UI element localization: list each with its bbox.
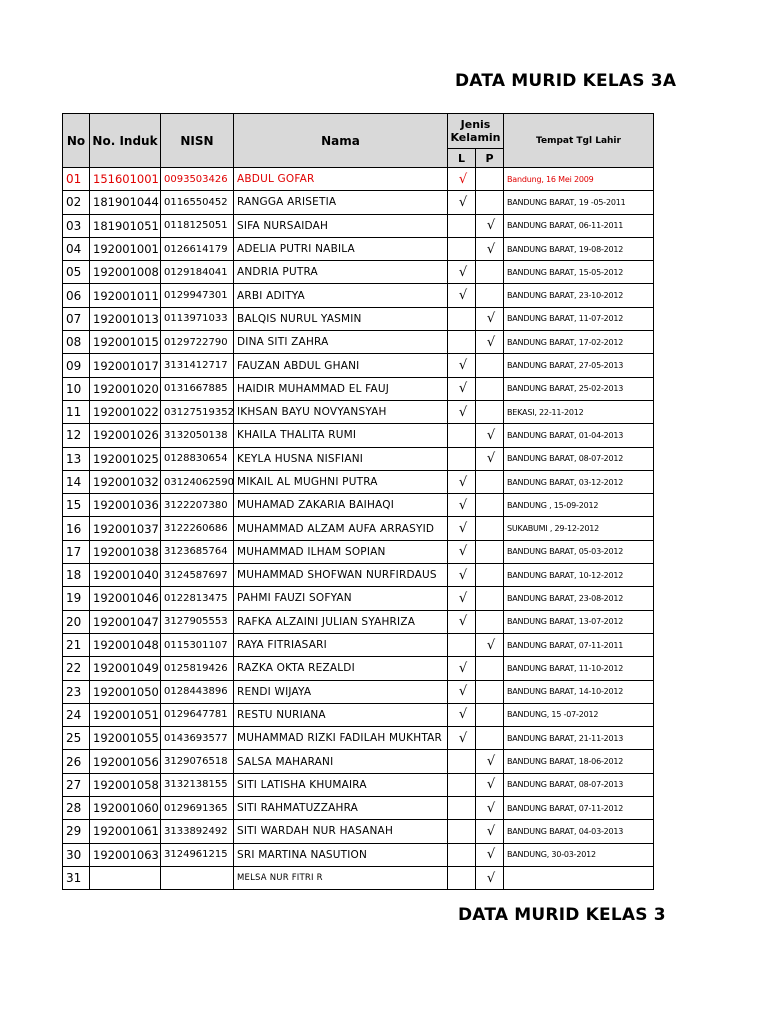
header-jenis-kelamin: Jenis Kelamin xyxy=(448,114,504,149)
cell-no-induk: 192001050 xyxy=(90,680,161,703)
table-row xyxy=(63,400,654,423)
cell-no-induk: 192001060 xyxy=(90,797,161,820)
header-nisn: NISN xyxy=(161,114,234,168)
cell-nama: MIKAIL AL MUGHNI PUTRA xyxy=(234,470,448,493)
cell-nisn xyxy=(161,866,234,889)
cell-nisn: 0115301107 xyxy=(161,633,234,656)
table-row xyxy=(63,633,654,656)
cell-tempat-tgl-lahir: BANDUNG BARAT, 19 -05-2011 xyxy=(504,191,654,214)
cell-no: 08 xyxy=(63,331,90,354)
cell-nama: RAFKA ALZAINI JULIAN SYAHRIZA xyxy=(234,610,448,633)
cell-nama: MUHAMMAD RIZKI FADILAH MUKHTAR xyxy=(234,727,448,750)
cell-jk-l: √ xyxy=(448,191,476,214)
cell-no: 02 xyxy=(63,191,90,214)
cell-nisn: 3124587697 xyxy=(161,564,234,587)
cell-jk-l: √ xyxy=(448,168,476,191)
cell-no-induk: 192001046 xyxy=(90,587,161,610)
cell-nisn: 0116550452 xyxy=(161,191,234,214)
cell-jk-p xyxy=(476,191,504,214)
cell-jk-p xyxy=(476,540,504,563)
cell-tempat-tgl-lahir: BANDUNG BARAT, 23-08-2012 xyxy=(504,587,654,610)
cell-nisn: 0118125051 xyxy=(161,214,234,237)
cell-no-induk: 192001040 xyxy=(90,564,161,587)
header-tempat-tgl-lahir: Tempat Tgl Lahir xyxy=(504,114,654,168)
cell-jk-p xyxy=(476,168,504,191)
cell-no: 15 xyxy=(63,494,90,517)
cell-jk-l: √ xyxy=(448,657,476,680)
cell-no-induk: 192001026 xyxy=(90,424,161,447)
cell-no: 26 xyxy=(63,750,90,773)
cell-jk-l: √ xyxy=(448,540,476,563)
table-row xyxy=(63,866,654,889)
cell-nama: IKHSAN BAYU NOVYANSYAH xyxy=(234,400,448,423)
cell-tempat-tgl-lahir: BANDUNG BARAT, 19-08-2012 xyxy=(504,237,654,260)
cell-nisn: 3132050138 xyxy=(161,424,234,447)
cell-nisn: 3122207380 xyxy=(161,494,234,517)
cell-jk-l xyxy=(448,424,476,447)
cell-jk-p xyxy=(476,587,504,610)
table-row xyxy=(63,354,654,377)
cell-nisn: 0113971033 xyxy=(161,307,234,330)
cell-no-induk: 192001063 xyxy=(90,843,161,866)
cell-no: 16 xyxy=(63,517,90,540)
table-row xyxy=(63,703,654,726)
cell-tempat-tgl-lahir: BANDUNG BARAT, 10-12-2012 xyxy=(504,564,654,587)
cell-no: 27 xyxy=(63,773,90,796)
cell-jk-l: √ xyxy=(448,400,476,423)
cell-jk-l: √ xyxy=(448,703,476,726)
cell-nisn: 0128443896 xyxy=(161,680,234,703)
cell-nama: ANDRIA PUTRA xyxy=(234,261,448,284)
cell-tempat-tgl-lahir: BANDUNG BARAT, 14-10-2012 xyxy=(504,680,654,703)
cell-no-induk: 192001038 xyxy=(90,540,161,563)
cell-no: 12 xyxy=(63,424,90,447)
cell-jk-p: √ xyxy=(476,843,504,866)
cell-nisn: 0093503426 xyxy=(161,168,234,191)
cell-no: 03 xyxy=(63,214,90,237)
cell-tempat-tgl-lahir xyxy=(504,866,654,889)
cell-no-induk: 181901044 xyxy=(90,191,161,214)
table-row xyxy=(63,680,654,703)
cell-nama: MUHAMMAD ALZAM AUFA ARRASYID xyxy=(234,517,448,540)
cell-jk-p xyxy=(476,261,504,284)
cell-nama: KEYLA HUSNA NISFIANI xyxy=(234,447,448,470)
cell-nisn: 3123685764 xyxy=(161,540,234,563)
cell-tempat-tgl-lahir: BANDUNG BARAT, 18-06-2012 xyxy=(504,750,654,773)
cell-no-induk: 192001025 xyxy=(90,447,161,470)
cell-no: 01 xyxy=(63,168,90,191)
cell-jk-p xyxy=(476,400,504,423)
cell-jk-p: √ xyxy=(476,214,504,237)
cell-tempat-tgl-lahir: SUKABUMI , 29-12-2012 xyxy=(504,517,654,540)
header-p: P xyxy=(476,149,504,168)
cell-tempat-tgl-lahir: BEKASI, 22-11-2012 xyxy=(504,400,654,423)
cell-no-induk: 192001022 xyxy=(90,400,161,423)
cell-jk-l: √ xyxy=(448,354,476,377)
cell-jk-p: √ xyxy=(476,750,504,773)
cell-tempat-tgl-lahir: BANDUNG , 15-09-2012 xyxy=(504,494,654,517)
table-row xyxy=(63,843,654,866)
table-row xyxy=(63,727,654,750)
cell-jk-p xyxy=(476,470,504,493)
cell-jk-l xyxy=(448,307,476,330)
cell-no: 09 xyxy=(63,354,90,377)
header-no-induk: No. Induk xyxy=(90,114,161,168)
cell-nisn: 3122260686 xyxy=(161,517,234,540)
cell-nama: SITI LATISHA KHUMAIRA xyxy=(234,773,448,796)
table-row xyxy=(63,331,654,354)
cell-tempat-tgl-lahir: BANDUNG BARAT, 23-10-2012 xyxy=(504,284,654,307)
cell-jk-l xyxy=(448,633,476,656)
cell-nisn: 3129076518 xyxy=(161,750,234,773)
cell-nisn: 3132138155 xyxy=(161,773,234,796)
cell-no: 18 xyxy=(63,564,90,587)
cell-jk-l: √ xyxy=(448,610,476,633)
cell-no-induk xyxy=(90,866,161,889)
cell-nisn: 3133892492 xyxy=(161,820,234,843)
cell-no-induk: 192001058 xyxy=(90,773,161,796)
cell-no-induk: 192001051 xyxy=(90,703,161,726)
header-nama: Nama xyxy=(234,114,448,168)
cell-jk-l: √ xyxy=(448,494,476,517)
cell-tempat-tgl-lahir: BANDUNG BARAT, 13-07-2012 xyxy=(504,610,654,633)
cell-no: 30 xyxy=(63,843,90,866)
cell-nisn: 0129647781 xyxy=(161,703,234,726)
cell-nisn: 0129722790 xyxy=(161,331,234,354)
cell-jk-p: √ xyxy=(476,633,504,656)
cell-no: 29 xyxy=(63,820,90,843)
table-row xyxy=(63,820,654,843)
cell-nama: PAHMI FAUZI SOFYAN xyxy=(234,587,448,610)
cell-jk-p: √ xyxy=(476,773,504,796)
cell-jk-l xyxy=(448,447,476,470)
cell-no: 21 xyxy=(63,633,90,656)
cell-no: 04 xyxy=(63,237,90,260)
cell-nisn: 3131412717 xyxy=(161,354,234,377)
cell-jk-l: √ xyxy=(448,261,476,284)
cell-no-induk: 192001008 xyxy=(90,261,161,284)
student-table xyxy=(62,113,654,890)
cell-no-induk: 151601001 xyxy=(90,168,161,191)
cell-nama: SIFA NURSAIDAH xyxy=(234,214,448,237)
cell-nama: ADELIA PUTRI NABILA xyxy=(234,237,448,260)
cell-jk-l xyxy=(448,797,476,820)
table-row xyxy=(63,587,654,610)
cell-jk-l: √ xyxy=(448,284,476,307)
cell-jk-p xyxy=(476,564,504,587)
cell-nisn: 0122813475 xyxy=(161,587,234,610)
cell-jk-p xyxy=(476,284,504,307)
cell-tempat-tgl-lahir: BANDUNG BARAT, 08-07-2013 xyxy=(504,773,654,796)
cell-jk-p xyxy=(476,517,504,540)
table-row xyxy=(63,377,654,400)
cell-jk-l: √ xyxy=(448,470,476,493)
table-row xyxy=(63,610,654,633)
cell-jk-p xyxy=(476,354,504,377)
cell-nama: SITI WARDAH NUR HASANAH xyxy=(234,820,448,843)
cell-nama: DINA SITI ZAHRA xyxy=(234,331,448,354)
cell-jk-p: √ xyxy=(476,237,504,260)
cell-nisn: 3127905553 xyxy=(161,610,234,633)
cell-no: 10 xyxy=(63,377,90,400)
cell-nama: RENDI WIJAYA xyxy=(234,680,448,703)
cell-nisn: 0125819426 xyxy=(161,657,234,680)
cell-jk-p xyxy=(476,703,504,726)
cell-jk-l: √ xyxy=(448,587,476,610)
cell-no-induk: 192001015 xyxy=(90,331,161,354)
cell-jk-l xyxy=(448,820,476,843)
cell-jk-p xyxy=(476,377,504,400)
cell-jk-l: √ xyxy=(448,517,476,540)
cell-no: 28 xyxy=(63,797,90,820)
cell-nama: SITI RAHMATUZZAHRA xyxy=(234,797,448,820)
cell-nisn: 0129184041 xyxy=(161,261,234,284)
cell-tempat-tgl-lahir: BANDUNG BARAT, 25-02-2013 xyxy=(504,377,654,400)
cell-tempat-tgl-lahir: BANDUNG BARAT, 07-11-2012 xyxy=(504,797,654,820)
cell-tempat-tgl-lahir: Bandung, 16 Mei 2009 xyxy=(504,168,654,191)
cell-no-induk: 192001047 xyxy=(90,610,161,633)
cell-jk-l: √ xyxy=(448,564,476,587)
cell-no: 25 xyxy=(63,727,90,750)
cell-no: 14 xyxy=(63,470,90,493)
cell-jk-p xyxy=(476,610,504,633)
cell-nisn: 0126614179 xyxy=(161,237,234,260)
cell-nisn: 0128830654 xyxy=(161,447,234,470)
cell-tempat-tgl-lahir: BANDUNG, 15 -07-2012 xyxy=(504,703,654,726)
cell-tempat-tgl-lahir: BANDUNG BARAT, 07-11-2011 xyxy=(504,633,654,656)
cell-no: 17 xyxy=(63,540,90,563)
cell-no-induk: 192001020 xyxy=(90,377,161,400)
table-row xyxy=(63,797,654,820)
table-row xyxy=(63,750,654,773)
cell-jk-l xyxy=(448,331,476,354)
cell-no-induk: 192001055 xyxy=(90,727,161,750)
header-no: No xyxy=(63,114,90,168)
cell-nisn: 3124961215 xyxy=(161,843,234,866)
cell-no-induk: 192001036 xyxy=(90,494,161,517)
cell-nama: RANGGA ARISETIA xyxy=(234,191,448,214)
cell-no-induk: 192001013 xyxy=(90,307,161,330)
table-row xyxy=(63,470,654,493)
table-row xyxy=(63,540,654,563)
cell-jk-p: √ xyxy=(476,331,504,354)
table-row xyxy=(63,168,654,191)
cell-jk-p: √ xyxy=(476,866,504,889)
cell-nisn: 03127519352 xyxy=(161,400,234,423)
cell-tempat-tgl-lahir: BANDUNG BARAT, 21-11-2013 xyxy=(504,727,654,750)
cell-no: 13 xyxy=(63,447,90,470)
cell-jk-l: √ xyxy=(448,377,476,400)
table-row xyxy=(63,494,654,517)
table-row xyxy=(63,424,654,447)
cell-no-induk: 192001049 xyxy=(90,657,161,680)
cell-no-induk: 192001048 xyxy=(90,633,161,656)
cell-nama: RAZKA OKTA REZALDI xyxy=(234,657,448,680)
cell-no-induk: 192001061 xyxy=(90,820,161,843)
cell-tempat-tgl-lahir: BANDUNG BARAT, 01-04-2013 xyxy=(504,424,654,447)
cell-no-induk: 192001056 xyxy=(90,750,161,773)
cell-no: 05 xyxy=(63,261,90,284)
cell-jk-p: √ xyxy=(476,797,504,820)
cell-jk-p: √ xyxy=(476,424,504,447)
cell-jk-l: √ xyxy=(448,727,476,750)
table-row xyxy=(63,191,654,214)
cell-nama: FAUZAN ABDUL GHANI xyxy=(234,354,448,377)
cell-no: 20 xyxy=(63,610,90,633)
table-row xyxy=(63,237,654,260)
table-row xyxy=(63,657,654,680)
cell-nisn: 0129691365 xyxy=(161,797,234,820)
cell-jk-p xyxy=(476,680,504,703)
cell-nama: BALQIS NURUL YASMIN xyxy=(234,307,448,330)
cell-no-induk: 192001017 xyxy=(90,354,161,377)
table-row xyxy=(63,307,654,330)
cell-no-induk: 181901051 xyxy=(90,214,161,237)
cell-jk-p xyxy=(476,494,504,517)
cell-jk-l xyxy=(448,843,476,866)
cell-nama: KHAILA THALITA RUMI xyxy=(234,424,448,447)
cell-nama: MUHAMAD ZAKARIA BAIHAQI xyxy=(234,494,448,517)
section-title: DATA MURID KELAS 3 xyxy=(458,905,666,925)
cell-no-induk: 192001011 xyxy=(90,284,161,307)
cell-jk-l xyxy=(448,214,476,237)
cell-nama: SRI MARTINA NASUTION xyxy=(234,843,448,866)
cell-nama: RAYA FITRIASARI xyxy=(234,633,448,656)
cell-no: 07 xyxy=(63,307,90,330)
table-row xyxy=(63,517,654,540)
cell-jk-l xyxy=(448,237,476,260)
student-rows xyxy=(63,168,654,890)
cell-nama: RESTU NURIANA xyxy=(234,703,448,726)
cell-no: 23 xyxy=(63,680,90,703)
cell-no: 31 xyxy=(63,866,90,889)
cell-nisn: 03124062590 xyxy=(161,470,234,493)
cell-no: 19 xyxy=(63,587,90,610)
table-row xyxy=(63,564,654,587)
cell-no-induk: 192001037 xyxy=(90,517,161,540)
table-row xyxy=(63,447,654,470)
cell-tempat-tgl-lahir: BANDUNG, 30-03-2012 xyxy=(504,843,654,866)
cell-no-induk: 192001032 xyxy=(90,470,161,493)
cell-nama: SALSA MAHARANI xyxy=(234,750,448,773)
cell-no: 22 xyxy=(63,657,90,680)
cell-jk-l xyxy=(448,866,476,889)
cell-tempat-tgl-lahir: BANDUNG BARAT, 27-05-2013 xyxy=(504,354,654,377)
cell-jk-p xyxy=(476,727,504,750)
cell-nama: ARBI ADITYA xyxy=(234,284,448,307)
cell-no: 24 xyxy=(63,703,90,726)
table-row xyxy=(63,284,654,307)
header-l: L xyxy=(448,149,476,168)
document-title: DATA MURID KELAS 3A xyxy=(455,71,677,91)
cell-tempat-tgl-lahir: BANDUNG BARAT, 03-12-2012 xyxy=(504,470,654,493)
cell-jk-p: √ xyxy=(476,447,504,470)
table-row xyxy=(63,773,654,796)
cell-nama: MUHAMMAD ILHAM SOPIAN xyxy=(234,540,448,563)
cell-nama: HAIDIR MUHAMMAD EL FAUJ xyxy=(234,377,448,400)
cell-no: 06 xyxy=(63,284,90,307)
cell-nisn: 0131667885 xyxy=(161,377,234,400)
cell-tempat-tgl-lahir: BANDUNG BARAT, 11-10-2012 xyxy=(504,657,654,680)
cell-jk-p xyxy=(476,657,504,680)
cell-tempat-tgl-lahir: BANDUNG BARAT, 04-03-2013 xyxy=(504,820,654,843)
cell-tempat-tgl-lahir: BANDUNG BARAT, 17-02-2012 xyxy=(504,331,654,354)
cell-tempat-tgl-lahir: BANDUNG BARAT, 08-07-2012 xyxy=(504,447,654,470)
cell-nisn: 0129947301 xyxy=(161,284,234,307)
cell-no: 11 xyxy=(63,400,90,423)
cell-nama: MELSA NUR FITRI R xyxy=(234,866,448,889)
cell-jk-l xyxy=(448,750,476,773)
table-row xyxy=(63,214,654,237)
cell-nisn: 0143693577 xyxy=(161,727,234,750)
table-row xyxy=(63,261,654,284)
cell-tempat-tgl-lahir: BANDUNG BARAT, 05-03-2012 xyxy=(504,540,654,563)
cell-nama: ABDUL GOFAR xyxy=(234,168,448,191)
cell-jk-l xyxy=(448,773,476,796)
cell-nama: MUHAMMAD SHOFWAN NURFIRDAUS xyxy=(234,564,448,587)
cell-jk-p: √ xyxy=(476,307,504,330)
cell-no-induk: 192001001 xyxy=(90,237,161,260)
cell-jk-p: √ xyxy=(476,820,504,843)
cell-tempat-tgl-lahir: BANDUNG BARAT, 06-11-2011 xyxy=(504,214,654,237)
cell-tempat-tgl-lahir: BANDUNG BARAT, 15-05-2012 xyxy=(504,261,654,284)
cell-tempat-tgl-lahir: BANDUNG BARAT, 11-07-2012 xyxy=(504,307,654,330)
cell-jk-l: √ xyxy=(448,680,476,703)
